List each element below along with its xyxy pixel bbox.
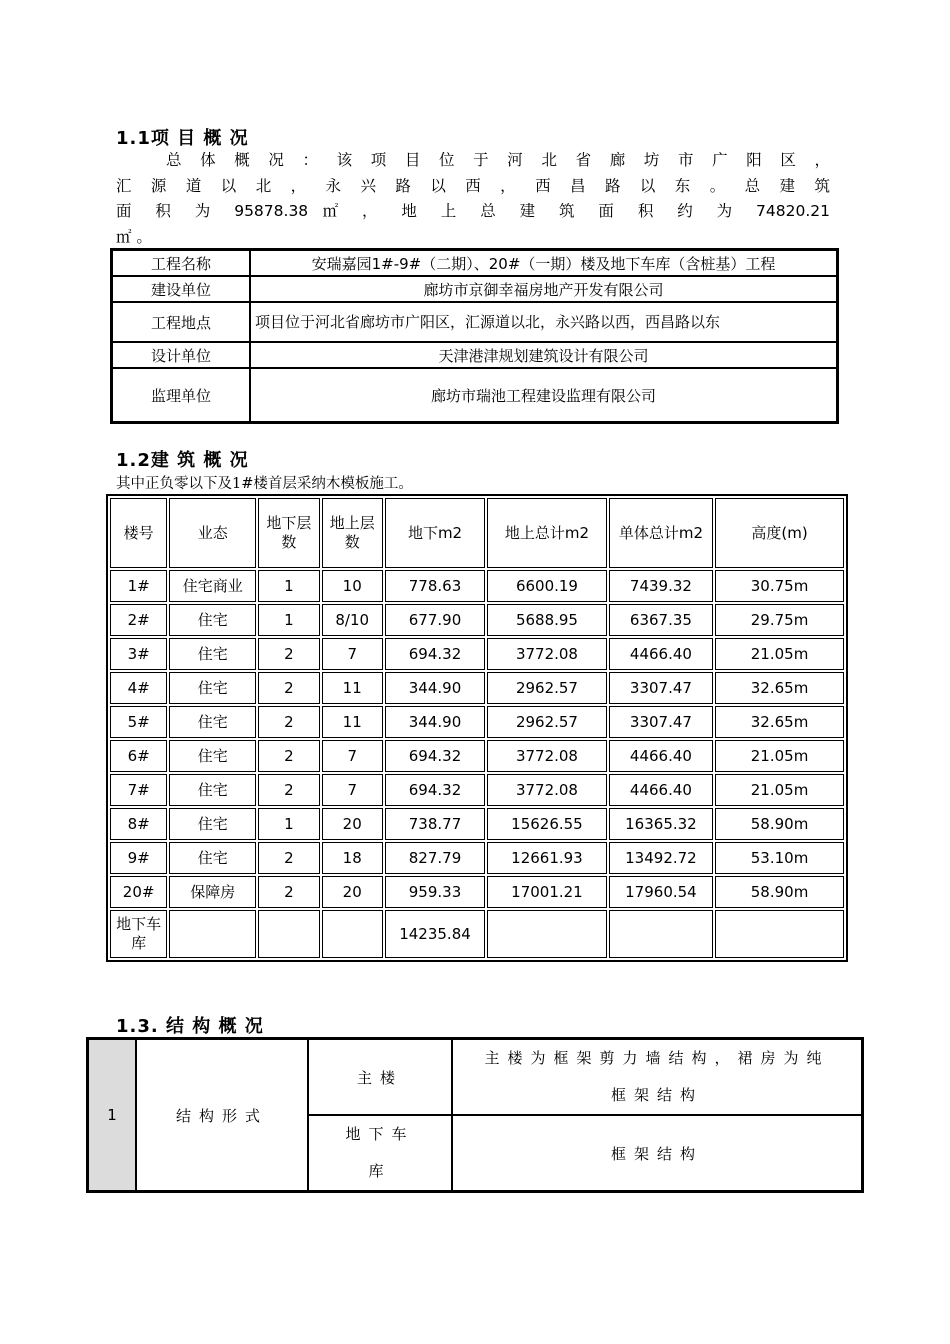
table-cell: 2 (258, 876, 319, 908)
table-row (88, 1039, 862, 1115)
table-row (110, 604, 844, 636)
info-value: 项目位于河北省廊坊市广阳区，汇源道以北，永兴路以西，西昌路以东 (250, 302, 837, 342)
table-cell: 32.65m (715, 672, 844, 704)
table-cell: 344.90 (385, 672, 485, 704)
table-cell: 住宅商业 (169, 570, 256, 602)
column-header: 地下m2 (385, 498, 485, 568)
table-row (110, 638, 844, 670)
table-row (112, 342, 837, 368)
table-cell: 694.32 (385, 740, 485, 772)
column-header: 业态 (169, 498, 256, 568)
table-cell: 5688.95 (487, 604, 607, 636)
table-cell: 17001.21 (487, 876, 607, 908)
table-cell: 778.63 (385, 570, 485, 602)
table-cell (258, 910, 319, 958)
overview-line: ㎡ 。 (116, 227, 152, 246)
table-cell (609, 910, 713, 958)
table-cell: 21.05m (715, 740, 844, 772)
project-info-table (110, 248, 839, 424)
structure-table (86, 1037, 864, 1193)
table-cell: 2 (258, 638, 319, 670)
table-cell: 1 (258, 604, 319, 636)
table-row (110, 740, 844, 772)
table-cell: 6# (110, 740, 167, 772)
main-building-label: 主楼 (308, 1039, 452, 1115)
table-cell: 保障房 (169, 876, 256, 908)
table-cell: 4466.40 (609, 740, 713, 772)
table-cell: 3307.47 (609, 672, 713, 704)
table-row (110, 570, 844, 602)
table-cell: 58.90m (715, 876, 844, 908)
section-1-1-heading: 1.1项 目 概 况 (116, 128, 249, 149)
table-cell: 11 (322, 706, 383, 738)
table-cell: 16365.32 (609, 808, 713, 840)
section-1-3-heading: 1.3. 结 构 概 况 (116, 1016, 264, 1037)
table-cell: 9# (110, 842, 167, 874)
info-label: 工程名称 (112, 250, 250, 276)
table-cell (487, 910, 607, 958)
table-cell: 7 (322, 774, 383, 806)
table-cell: 4466.40 (609, 774, 713, 806)
info-value: 天津港津规划建筑设计有限公司 (250, 342, 837, 368)
table-cell: 2 (258, 706, 319, 738)
main-building-value: 主楼为框架剪力墙结构，裙房为纯框架结构 (452, 1039, 862, 1115)
table-cell: 5# (110, 706, 167, 738)
table-cell: 1 (258, 570, 319, 602)
table-cell (169, 910, 256, 958)
table-row (110, 774, 844, 806)
table-cell: 20 (322, 876, 383, 908)
column-header: 地上总计m2 (487, 498, 607, 568)
table-cell: 3# (110, 638, 167, 670)
table-cell: 344.90 (385, 706, 485, 738)
table-cell: 20 (322, 808, 383, 840)
table-cell: 2962.57 (487, 672, 607, 704)
table-cell: 12661.93 (487, 842, 607, 874)
table-row (112, 368, 837, 422)
info-label: 监理单位 (112, 368, 250, 422)
table-cell: 20# (110, 876, 167, 908)
table-cell: 17960.54 (609, 876, 713, 908)
garage-value: 框架结构 (452, 1115, 862, 1191)
table-row (110, 876, 844, 908)
table-cell: 29.75m (715, 604, 844, 636)
table-row (110, 706, 844, 738)
structure-label: 结构形式 (136, 1039, 308, 1191)
column-header: 地下层数 (258, 498, 319, 568)
table-cell: 住宅 (169, 672, 256, 704)
table-cell: 58.90m (715, 808, 844, 840)
table-cell: 7 (322, 638, 383, 670)
table-cell: 2962.57 (487, 706, 607, 738)
table-cell: 3772.08 (487, 638, 607, 670)
table-cell: 住宅 (169, 842, 256, 874)
column-header: 地上层数 (322, 498, 383, 568)
table-row (112, 250, 837, 276)
info-value: 安瑞嘉园1#-9#（二期）、20#（一期）楼及地下车库（含桩基）工程 (250, 250, 837, 276)
building-table (106, 494, 848, 962)
table-cell: 6367.35 (609, 604, 713, 636)
table-cell: 2# (110, 604, 167, 636)
table-cell: 3772.08 (487, 740, 607, 772)
info-label: 建设单位 (112, 276, 250, 302)
table-cell: 827.79 (385, 842, 485, 874)
table-cell: 13492.72 (609, 842, 713, 874)
table-row (110, 672, 844, 704)
table-cell: 7 (322, 740, 383, 772)
table-cell: 2 (258, 672, 319, 704)
info-label: 设计单位 (112, 342, 250, 368)
table-cell: 11 (322, 672, 383, 704)
table-cell: 住宅 (169, 808, 256, 840)
table-cell: 10 (322, 570, 383, 602)
table-cell: 住宅 (169, 774, 256, 806)
table-cell (715, 910, 844, 958)
table-row (110, 842, 844, 874)
column-header: 高度(m) (715, 498, 844, 568)
formwork-note: 其中正负零以下及1#楼首层采纳木模板施工。 (116, 476, 413, 492)
table-cell: 738.77 (385, 808, 485, 840)
garage-label: 地下车库 (308, 1115, 452, 1191)
table-cell: 2 (258, 842, 319, 874)
building-table-body (110, 570, 844, 958)
column-header: 单体总计m2 (609, 498, 713, 568)
table-row (112, 276, 837, 302)
table-cell: 3307.47 (609, 706, 713, 738)
table-cell: 住宅 (169, 638, 256, 670)
table-row (110, 910, 844, 958)
table-cell: 32.65m (715, 706, 844, 738)
column-header: 楼号 (110, 498, 167, 568)
table-cell: 4# (110, 672, 167, 704)
table-cell: 4466.40 (609, 638, 713, 670)
info-value: 廊坊市瑞池工程建设监理有限公司 (250, 368, 837, 422)
table-row (110, 808, 844, 840)
table-cell: 7# (110, 774, 167, 806)
table-cell: 7439.32 (609, 570, 713, 602)
table-cell: 53.10m (715, 842, 844, 874)
table-cell: 21.05m (715, 638, 844, 670)
table-cell: 694.32 (385, 774, 485, 806)
table-cell: 15626.55 (487, 808, 607, 840)
table-cell: 21.05m (715, 774, 844, 806)
table-header-row (110, 498, 844, 568)
table-cell: 694.32 (385, 638, 485, 670)
table-cell: 2 (258, 740, 319, 772)
table-cell: 18 (322, 842, 383, 874)
table-cell: 8/10 (322, 604, 383, 636)
table-row (112, 302, 837, 342)
table-cell: 住宅 (169, 740, 256, 772)
table-cell: 959.33 (385, 876, 485, 908)
overview-line: 总 体 概 况 ： 该 项 目 位 于 河 北 省 廊 坊 市 广 阳 区 ， (166, 151, 830, 169)
row-number: 1 (88, 1039, 136, 1191)
table-cell: 1# (110, 570, 167, 602)
table-cell (322, 910, 383, 958)
table-cell: 1 (258, 808, 319, 840)
table-cell: 30.75m (715, 570, 844, 602)
table-cell: 8# (110, 808, 167, 840)
table-cell: 2 (258, 774, 319, 806)
section-1-2-heading: 1.2建 筑 概 况 (116, 450, 249, 471)
info-label: 工程地点 (112, 302, 250, 342)
table-cell: 住宅 (169, 604, 256, 636)
table-cell: 地下车库 (110, 910, 167, 958)
table-cell: 6600.19 (487, 570, 607, 602)
table-cell: 14235.84 (385, 910, 485, 958)
overview-paragraph (116, 148, 830, 250)
table-cell: 住宅 (169, 706, 256, 738)
table-cell: 677.90 (385, 604, 485, 636)
info-value: 廊坊市京御幸福房地产开发有限公司 (250, 276, 837, 302)
overview-line: 汇 源 道 以 北 ， 永 兴 路 以 西 ， 西 昌 路 以 东 。 总 建 筑 (116, 176, 830, 195)
overview-line: 面 积 为 95878.38 ㎡ ， 地 上 总 建 筑 面 积 约 为 74820.21 (116, 202, 830, 220)
table-cell: 3772.08 (487, 774, 607, 806)
